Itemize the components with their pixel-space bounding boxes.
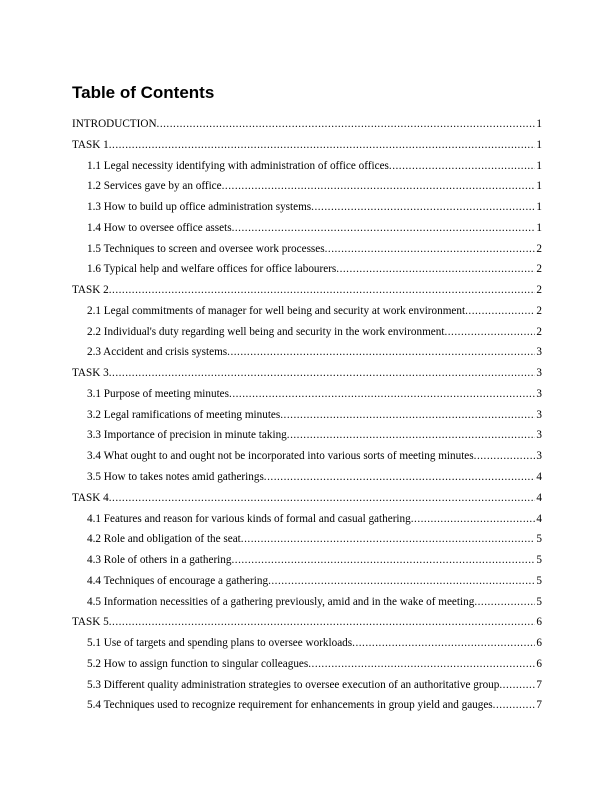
toc-page-number: 3 <box>536 408 542 421</box>
toc-page-number: 2 <box>536 242 542 255</box>
toc-entry-title: 1.4 How to oversee office assets <box>87 221 232 234</box>
toc-page-number: 1 <box>536 180 542 193</box>
toc-subsection-entry[interactable] <box>72 301 542 322</box>
toc-page-number: 1 <box>536 159 542 172</box>
toc-subsection-entry[interactable] <box>72 592 542 613</box>
toc-page-number: 2 <box>536 263 542 276</box>
toc-dot-leader <box>109 135 536 156</box>
toc-page-number: 3 <box>536 346 542 359</box>
toc-dot-leader <box>444 322 535 343</box>
toc-dot-leader <box>231 550 535 571</box>
toc-subsection-entry[interactable] <box>72 259 542 280</box>
toc-entry-title: 5.1 Use of targets and spending plans to oversee workloads <box>87 637 353 650</box>
toc-page-number: 3 <box>536 450 542 463</box>
toc-entry-title: 5.2 How to assign function to singular colleagues <box>87 657 309 670</box>
toc-subsection-entry[interactable] <box>72 529 542 550</box>
toc-page-number: 3 <box>536 429 542 442</box>
toc-dot-leader <box>411 509 536 530</box>
toc-dot-leader <box>232 218 536 239</box>
toc-title: Table of Contents <box>72 83 215 102</box>
toc-entry-title: 2.1 Legal commitments of manager for well being and security at work environment <box>87 304 466 317</box>
toc-dot-leader <box>109 488 536 509</box>
toc-dot-leader <box>474 592 535 613</box>
toc-page-number: 1 <box>536 118 542 130</box>
toc-entry-title: 3.5 How to takes notes amid gatherings <box>87 471 264 484</box>
toc-entry-title: TASK 2 <box>72 284 109 297</box>
toc-dot-leader <box>109 280 536 301</box>
toc-subsection-entry[interactable] <box>72 322 542 343</box>
toc-subsection-entry[interactable] <box>72 654 542 675</box>
toc-entry-title: TASK 1 <box>72 138 109 151</box>
toc-subsection-entry[interactable] <box>72 218 542 239</box>
toc-dot-leader <box>389 156 536 177</box>
toc-page-number: 4 <box>536 512 542 525</box>
toc-dot-leader <box>336 259 535 280</box>
toc-page-number: 1 <box>536 201 542 214</box>
toc-page-number: 5 <box>536 574 542 587</box>
toc-entry-title: 1.1 Legal necessity identifying with administration of office offices <box>87 159 389 172</box>
toc-entry-title: 1.3 How to build up office administration systems <box>87 201 312 214</box>
toc-entry-title: 3.2 Legal ramifications of meeting minutes <box>87 408 281 421</box>
toc-list <box>72 114 542 716</box>
toc-dot-leader <box>241 529 536 550</box>
toc-page-number: 1 <box>536 221 542 234</box>
toc-page-number: 5 <box>536 554 542 567</box>
toc-subsection-entry[interactable] <box>72 405 542 426</box>
toc-entry-title: 4.3 Role of others in a gathering <box>87 554 232 567</box>
toc-dot-leader <box>287 425 536 446</box>
toc-section-entry[interactable] <box>72 280 542 301</box>
toc-entry-title: 5.3 Different quality administration strategies to oversee execution of an authoritative group <box>87 678 500 691</box>
toc-page-number: 4 <box>536 471 542 484</box>
toc-page-number: 2 <box>536 325 542 338</box>
toc-entry-title: INTRODUCTION <box>72 118 157 130</box>
toc-page-number: 5 <box>536 533 542 546</box>
toc-subsection-entry[interactable] <box>72 446 542 467</box>
toc-dot-leader <box>311 197 535 218</box>
toc-entry-title: 2.3 Accident and crisis systems <box>87 346 228 359</box>
toc-entry-title: TASK 5 <box>72 616 109 629</box>
toc-entry-title: 4.4 Techniques of encourage a gathering <box>87 574 269 587</box>
toc-entry-title: 3.4 What ought to and ought not be incorporated into various sorts of meeting minutes <box>87 450 474 463</box>
toc-dot-leader <box>109 363 536 384</box>
toc-page-number: 1 <box>536 138 542 151</box>
toc-entry-title: TASK 3 <box>72 367 109 380</box>
toc-subsection-entry[interactable] <box>72 467 542 488</box>
toc-page-number: 6 <box>536 637 542 650</box>
toc-subsection-entry[interactable] <box>72 384 542 405</box>
toc-section-entry[interactable] <box>72 114 542 135</box>
toc-dot-leader <box>493 695 536 716</box>
toc-dot-leader <box>352 633 535 654</box>
toc-subsection-entry[interactable] <box>72 675 542 696</box>
toc-subsection-entry[interactable] <box>72 633 542 654</box>
toc-section-entry[interactable] <box>72 488 542 509</box>
toc-entry-title: 3.1 Purpose of meeting minutes <box>87 387 230 400</box>
toc-subsection-entry[interactable] <box>72 176 542 197</box>
toc-section-entry[interactable] <box>72 612 542 633</box>
toc-dot-leader <box>465 301 535 322</box>
toc-page-number: 7 <box>536 699 542 712</box>
toc-dot-leader <box>109 612 536 633</box>
toc-dot-leader <box>227 342 535 363</box>
toc-section-entry[interactable] <box>72 135 542 156</box>
toc-dot-leader <box>499 675 535 696</box>
toc-entry-title: 4.2 Role and obligation of the seat <box>87 533 241 546</box>
toc-dot-leader <box>280 405 535 426</box>
toc-dot-leader <box>325 239 536 260</box>
toc-page-number: 3 <box>536 367 542 380</box>
toc-subsection-entry[interactable] <box>72 342 542 363</box>
toc-dot-leader <box>474 446 536 467</box>
toc-subsection-entry[interactable] <box>72 156 542 177</box>
toc-entry-title: TASK 4 <box>72 491 109 504</box>
toc-dot-leader <box>229 384 535 405</box>
toc-entry-title: 5.4 Techniques used to recognize requirement for enhancements in group yield and gauges <box>87 699 493 712</box>
toc-entry-title: 3.3 Importance of precision in minute taking <box>87 429 287 442</box>
toc-entry-title: 1.2 Services gave by an office <box>87 180 222 193</box>
toc-subsection-entry[interactable] <box>72 425 542 446</box>
toc-entry-title: 2.2 Individual's duty regarding well being and security in the work environment <box>87 325 445 338</box>
toc-page-number: 2 <box>536 304 542 317</box>
toc-page-number: 5 <box>536 595 542 608</box>
toc-dot-leader <box>308 654 535 675</box>
toc-subsection-entry[interactable] <box>72 695 542 716</box>
toc-dot-leader <box>157 114 536 135</box>
toc-subsection-entry[interactable] <box>72 509 542 530</box>
toc-subsection-entry[interactable] <box>72 197 542 218</box>
toc-page-number: 6 <box>536 657 542 670</box>
toc-dot-leader <box>268 571 535 592</box>
toc-dot-leader <box>222 176 536 197</box>
toc-page-number: 2 <box>536 284 542 297</box>
toc-entry-title: 1.6 Typical help and welfare offices for office labourers <box>87 263 337 276</box>
toc-entry-title: 4.1 Features and reason for various kinds of formal and casual gathering <box>87 512 411 525</box>
toc-entry-title: 1.5 Techniques to screen and oversee work processes <box>87 242 325 255</box>
toc-page-number: 3 <box>536 387 542 400</box>
toc-section-entry[interactable] <box>72 363 542 384</box>
toc-subsection-entry[interactable] <box>72 239 542 260</box>
toc-subsection-entry[interactable] <box>72 571 542 592</box>
toc-dot-leader <box>264 467 536 488</box>
toc-subsection-entry[interactable] <box>72 550 542 571</box>
toc-page-number: 6 <box>536 616 542 629</box>
toc-page-number: 4 <box>536 491 542 504</box>
toc-page-number: 7 <box>536 678 542 691</box>
toc-entry-title: 4.5 Information necessities of a gathering previously, amid and in the wake of meeting <box>87 595 475 608</box>
